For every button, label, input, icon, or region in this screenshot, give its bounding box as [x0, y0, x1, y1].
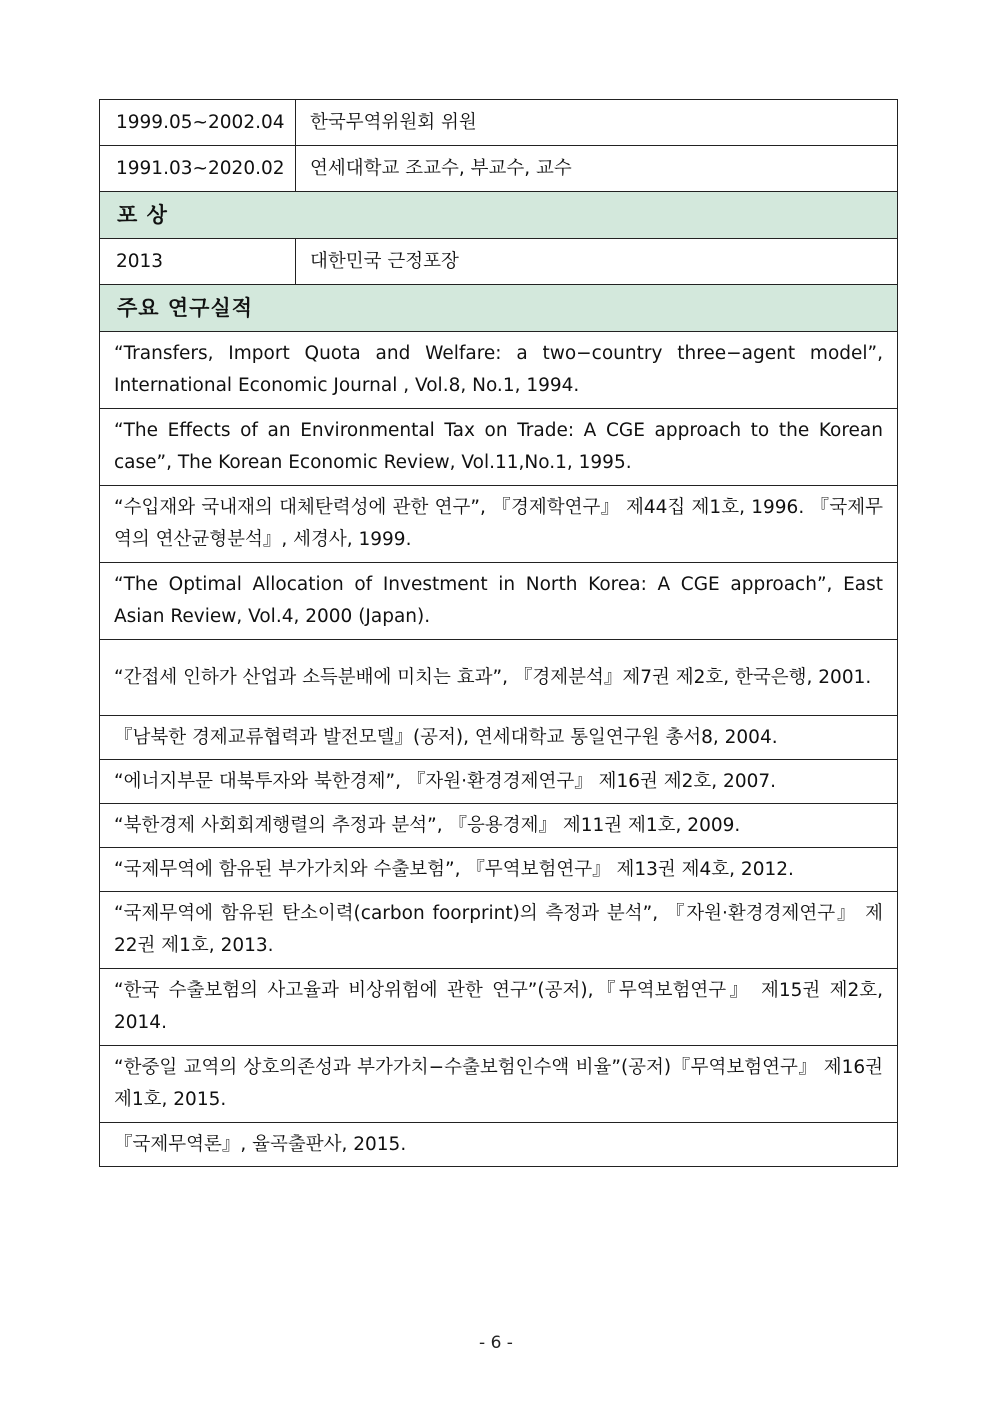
publication-row	[100, 409, 898, 486]
publication-entry: “간접세 인하가 산업과 소득분배에 미치는 효과”, 『경제분석』제7권 제2호, 한국은행, 2001.	[100, 640, 898, 716]
award-row	[100, 239, 898, 285]
publication-entry: “국제무역에 함유된 부가가치와 수출보험”, 『무역보험연구』 제13권 제4호, 2012.	[100, 848, 898, 892]
career-period: 1991.03~2020.02	[100, 146, 296, 192]
page-number: - 6 -	[479, 1333, 513, 1353]
publication-entry: “수입재와 국내재의 대체탄력성에 관한 연구”, 『경제학연구』 제44집 제1호, 1996. 『국제무역의 연산균형분석』, 세경사, 1999.	[100, 486, 898, 563]
career-description: 연세대학교 조교수, 부교수, 교수	[296, 146, 898, 192]
publication-row	[100, 804, 898, 848]
publication-row	[100, 1123, 898, 1167]
awards-heading: 포 상	[100, 192, 898, 239]
research-heading-row	[100, 285, 898, 332]
publication-row	[100, 892, 898, 969]
publication-row	[100, 640, 898, 716]
publication-entry: “북한경제 사회회계행렬의 추정과 분석”, 『응용경제』 제11권 제1호, 2009.	[100, 804, 898, 848]
publication-entry: “The Effects of an Environmental Tax on Trade: A CGE approach to the Korean case”, The Korean Economic Review, Vol.11,No.1, 1995.	[100, 409, 898, 486]
research-heading: 주요 연구실적	[100, 285, 898, 332]
publication-row	[100, 486, 898, 563]
publication-row	[100, 969, 898, 1046]
career-row	[100, 146, 898, 192]
awards-heading-row	[100, 192, 898, 239]
publication-row	[100, 1046, 898, 1123]
publication-row	[100, 563, 898, 640]
career-description: 한국무역위원회 위원	[296, 100, 898, 146]
publication-entry: “에너지부문 대북투자와 북한경제”, 『자원·환경경제연구』 제16권 제2호, 2007.	[100, 760, 898, 804]
career-period: 1999.05~2002.04	[100, 100, 296, 146]
career-row	[100, 100, 898, 146]
publication-entry: 『남북한 경제교류협력과 발전모델』(공저), 연세대학교 통일연구원 총서8, 2004.	[100, 716, 898, 760]
publication-row	[100, 848, 898, 892]
publication-entry: 『국제무역론』, 율곡출판사, 2015.	[100, 1123, 898, 1167]
publication-row	[100, 716, 898, 760]
publication-entry: “Transfers, Import Quota and Welfare: a two−country three−agent model”, International Economic Journal , Vol.8, No.1, 1994.	[100, 332, 898, 409]
cv-table	[99, 99, 898, 1167]
award-description: 대한민국 근정포장	[296, 239, 898, 285]
publication-entry: “국제무역에 함유된 탄소이력(carbon foorprint)의 측정과 분석”, 『자원·환경경제연구』 제22권 제1호, 2013.	[100, 892, 898, 969]
publication-entry: “한중일 교역의 상호의존성과 부가가치−수출보험인수액 비율”(공저)『무역보험연구』 제16권 제1호, 2015.	[100, 1046, 898, 1123]
award-year: 2013	[100, 239, 296, 285]
publication-entry: “The Optimal Allocation of Investment in North Korea: A CGE approach”, East Asian Review, Vol.4, 2000 (Japan).	[100, 563, 898, 640]
publication-row	[100, 332, 898, 409]
publication-entry: “한국 수출보험의 사고율과 비상위험에 관한 연구”(공저),『무역보험연구』 제15권 제2호, 2014.	[100, 969, 898, 1046]
publication-row	[100, 760, 898, 804]
